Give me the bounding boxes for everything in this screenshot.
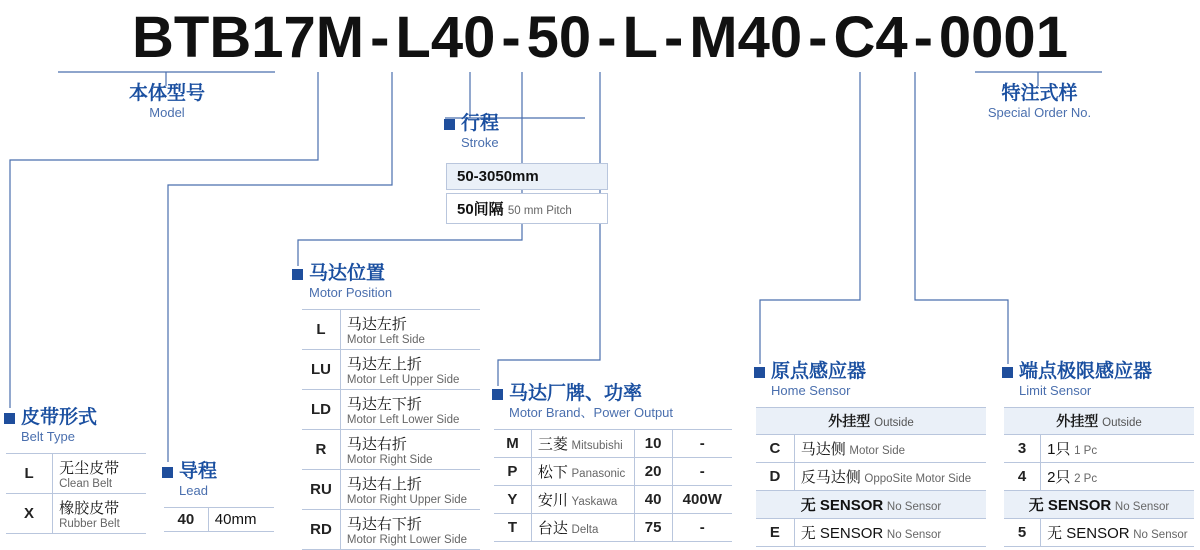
limit-sensor-code-0: 3 [1004, 435, 1041, 463]
home-sensor-desc-2: 无 SENSOR No Sensor [756, 491, 986, 519]
pn-seg-motor-position: L [622, 5, 658, 70]
limit-sensor-code-3: 5 [1004, 519, 1041, 547]
belt-type-bullet-icon [4, 413, 15, 424]
block-lead [162, 462, 274, 532]
table-row[interactable] [494, 486, 732, 514]
table-row[interactable] [494, 430, 732, 458]
limit-sensor-table [1004, 407, 1194, 547]
limit-sensor-code-1: 4 [1004, 463, 1041, 491]
table-row[interactable] [302, 350, 480, 390]
motor-brand-power-3: - [672, 514, 732, 542]
table-row[interactable] [756, 463, 986, 491]
motor-brand-desc-3: 台达 Delta [531, 514, 634, 542]
table-row[interactable] [1004, 435, 1194, 463]
home-sensor-code-3: E [756, 519, 794, 547]
belt-type-code-0: L [6, 454, 53, 494]
lead-code-0: 40 [164, 508, 208, 532]
limit-sensor-title-cn: 端点极限感应器 [1019, 361, 1153, 382]
limit-sensor-desc-0: 1只 1 Pc [1041, 435, 1194, 463]
motor-brand-table [494, 429, 732, 542]
table-row[interactable] [302, 470, 480, 510]
pn-seg-lead: 40 [430, 5, 496, 70]
motor-brand-code-1: P [494, 458, 531, 486]
motor-brand-power-code-3: 75 [634, 514, 672, 542]
motor-position-code-5: RD [302, 510, 340, 550]
motor-position-code-0: L [302, 310, 340, 350]
motor-brand-code-2: Y [494, 486, 531, 514]
stroke-pitch-cn: 50间隔 [457, 201, 504, 218]
pn-sep-1: - [370, 5, 390, 70]
limit-sensor-desc-2: 无 SENSOR No Sensor [1004, 491, 1194, 519]
pn-sep-3: - [597, 5, 617, 70]
limit-sensor-header: 外挂型 Outside [1004, 408, 1194, 435]
motor-brand-power-code-2: 40 [634, 486, 672, 514]
lead-table [164, 507, 274, 532]
block-home-sensor [754, 362, 986, 547]
belt-type-code-1: X [6, 494, 53, 534]
lead-title-cn: 导程 [179, 461, 218, 482]
block-belt-type [4, 408, 146, 534]
pn-seg-home-sensor: C [833, 5, 876, 70]
pn-sep-6: - [913, 5, 933, 70]
motor-brand-power-code-1: 20 [634, 458, 672, 486]
table-row[interactable] [302, 430, 480, 470]
motor-position-title-cn: 马达位置 [309, 263, 386, 284]
home-sensor-header-row [756, 408, 986, 435]
motor-position-code-1: LU [302, 350, 340, 390]
block-motor-brand [492, 384, 732, 542]
block-stroke [444, 114, 608, 224]
motor-brand-desc-1: 松下 Panasonic [531, 458, 634, 486]
home-sensor-code-0: C [756, 435, 794, 463]
motor-position-desc-4: 马达右上折 Motor Right Upper Side [340, 470, 480, 510]
belt-type-title-en: Belt Type [21, 429, 75, 444]
stroke-pitch-en: 50 mm Pitch [507, 205, 572, 217]
table-row[interactable] [756, 519, 986, 547]
model-title-en: Model [149, 105, 185, 120]
home-sensor-desc-3: 无 SENSOR No Sensor [794, 519, 986, 547]
stroke-bullet-icon [444, 119, 455, 130]
model-title-cn: 本体型号 [128, 83, 205, 104]
home-sensor-title-en: Home Sensor [771, 383, 851, 398]
motor-position-table [302, 309, 480, 550]
motor-position-code-4: RU [302, 470, 340, 510]
motor-position-code-2: LD [302, 390, 340, 430]
pn-sep-5: - [808, 5, 828, 70]
pn-seg-limit-sensor: 4 [875, 5, 908, 70]
belt-type-table [6, 453, 146, 534]
table-row[interactable] [1004, 463, 1194, 491]
table-row[interactable] [494, 458, 732, 486]
motor-position-desc-3: 马达右折 Motor Right Side [340, 430, 480, 470]
pn-sep-4: - [663, 5, 684, 70]
motor-position-bullet-icon [292, 269, 303, 280]
table-row[interactable] [1004, 519, 1194, 547]
home-sensor-desc-0: 马达侧 Motor Side [794, 435, 986, 463]
block-special-order [962, 84, 1117, 121]
motor-position-desc-5: 马达右下折 Motor Right Lower Side [340, 510, 480, 550]
lead-bullet-icon [162, 467, 173, 478]
table-row[interactable] [1004, 491, 1194, 519]
motor-brand-code-3: T [494, 514, 531, 542]
block-model [92, 84, 242, 121]
stroke-pitch [446, 193, 608, 224]
table-row[interactable] [302, 510, 480, 550]
pn-seg-stroke: 50 [526, 5, 592, 70]
belt-type-title-cn: 皮带形式 [21, 407, 98, 428]
motor-brand-desc-2: 安川 Yaskawa [531, 486, 634, 514]
block-motor-position [292, 264, 480, 550]
motor-brand-power-2: 400W [672, 486, 732, 514]
motor-position-desc-2: 马达左下折 Motor Left Lower Side [340, 390, 480, 430]
special-order-title-cn: 特注式样 [1001, 83, 1078, 104]
motor-brand-title-cn: 马达厂牌、功率 [509, 383, 643, 404]
motor-position-code-3: R [302, 430, 340, 470]
stroke-range: 50-3050mm [446, 163, 608, 190]
motor-brand-code-0: M [494, 430, 531, 458]
pn-seg-belt: L [395, 5, 431, 70]
table-row[interactable] [164, 508, 274, 532]
table-row[interactable] [6, 454, 146, 494]
lead-title-en: Lead [179, 483, 208, 498]
home-sensor-table [756, 407, 986, 547]
special-order-title-en: Special Order No. [987, 105, 1092, 120]
stroke-title-cn: 行程 [461, 113, 500, 134]
limit-sensor-desc-1: 2只 2 Pc [1041, 463, 1194, 491]
table-row[interactable] [494, 514, 732, 542]
limit-sensor-title-en: Limit Sensor [1019, 383, 1092, 398]
limit-sensor-desc-3: 无 SENSOR No Sensor [1041, 519, 1194, 547]
table-row[interactable] [756, 435, 986, 463]
table-row[interactable] [756, 491, 986, 519]
home-sensor-bullet-icon [754, 367, 765, 378]
pn-seg-special-order: 0001 [938, 5, 1068, 70]
motor-brand-power-0: - [672, 430, 732, 458]
lead-desc-0: 40mm [208, 508, 274, 532]
motor-position-desc-1: 马达左上折 Motor Left Upper Side [340, 350, 480, 390]
table-row[interactable] [6, 494, 146, 534]
pn-seg-motor-brand: M40 [689, 5, 803, 70]
motor-brand-title-en: Motor Brand、Power Output [509, 405, 674, 420]
pn-seg-model: BTB17M [132, 5, 365, 70]
home-sensor-header: 外挂型 Outside [756, 408, 986, 435]
motor-brand-power-code-0: 10 [634, 430, 672, 458]
table-row[interactable] [302, 390, 480, 430]
motor-brand-power-1: - [672, 458, 732, 486]
home-sensor-code-1: D [756, 463, 794, 491]
limit-sensor-bullet-icon [1002, 367, 1013, 378]
motor-brand-bullet-icon [492, 389, 503, 400]
home-sensor-title-cn: 原点感应器 [771, 361, 867, 382]
motor-brand-desc-0: 三菱 Mitsubishi [531, 430, 634, 458]
belt-type-desc-0: 无尘皮带 Clean Belt [53, 454, 146, 494]
limit-sensor-header-row [1004, 408, 1194, 435]
stroke-title-en: Stroke [461, 135, 499, 150]
block-limit-sensor [1002, 362, 1194, 547]
belt-type-desc-1: 橡胶皮带 Rubber Belt [53, 494, 146, 534]
home-sensor-desc-1: 反马达侧 OppoSite Motor Side [794, 463, 986, 491]
pn-sep-2: - [501, 5, 521, 70]
motor-position-desc-0: 马达左折 Motor Left Side [340, 310, 480, 350]
table-row[interactable] [302, 310, 480, 350]
motor-position-title-en: Motor Position [309, 285, 393, 300]
